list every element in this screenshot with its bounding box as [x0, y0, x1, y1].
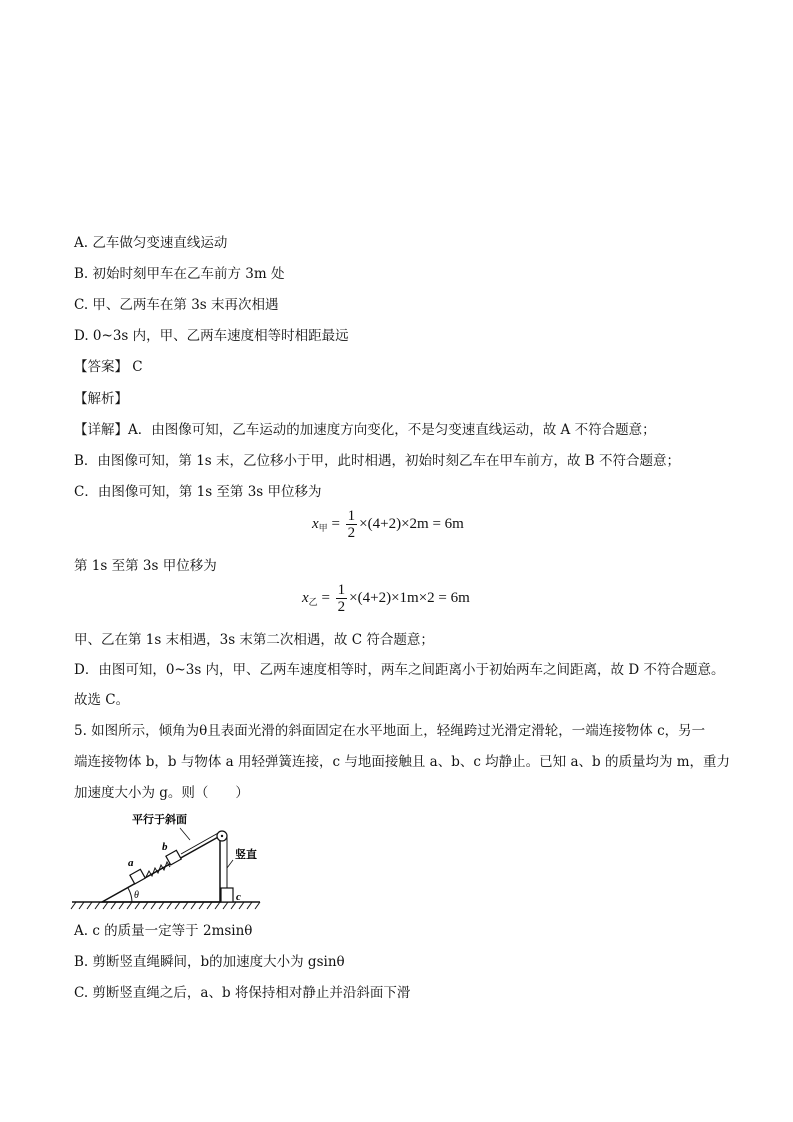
option-d: D. 0~3s 内，甲、乙两车速度相等时相距最远 [74, 328, 349, 344]
equation-1: $x_甲$ = $\frac{1}{2}$ ×(4+2)×2m = 6m [312, 508, 464, 541]
detail-bracket: 【详解】 [74, 422, 128, 438]
conclusion: 故选 C。 [74, 692, 130, 708]
eq1-var: x [312, 515, 319, 532]
eq2-den: 2 [337, 599, 346, 615]
q5-option-b: B. 剪断竖直绳瞬间，b的加速度大小为 gsinθ [74, 954, 345, 970]
detail-c: C．由图像可知，第 1s 至第 3s 甲位移为 [74, 484, 322, 500]
option-c: C. 甲、乙两车在第 3s 末再次相遇 [74, 297, 279, 313]
theta-label: θ [134, 890, 139, 901]
eq2-num: 1 [337, 582, 346, 598]
eq2-sub: 乙 [308, 596, 318, 607]
incline [102, 836, 220, 902]
answer-bracket: 【答案】 [74, 359, 128, 375]
block-a [130, 869, 145, 884]
q5-stem-3: 加速度大小为 g。则（ ） [74, 785, 249, 801]
eq1-sub: 甲 [318, 522, 328, 533]
incline-figure [70, 810, 270, 914]
equation-2: $x_乙$ = $\frac{1}{2}$ ×(4+2)×1m×2 = 6m [302, 582, 470, 615]
eq2-rest: ×(4+2)×1m×2 = 6m [349, 589, 470, 606]
analysis-heading: 【解析】 [74, 391, 128, 407]
block-c [221, 888, 233, 902]
q5-stem-2: 端连接物体 b，b 与物体 a 用轻弹簧连接，c 与地面接触且 a、b、c 均静止。已知 a、b 的质量均为 m，重力 [74, 754, 731, 770]
q5-option-c: C. 剪断竖直绳之后，a、b 将保持相对静止并沿斜面下滑 [74, 985, 411, 1001]
detail-c3: 甲、乙在第 1s 末相遇，3s 末第二次相遇，故 C 符合题意； [74, 632, 434, 648]
detail-a-text: A．由图像可知，乙车运动的加速度方向变化，不是匀变速直线运动，故 A 不符合题意； [128, 422, 656, 438]
label-vertical: 竖直 [235, 848, 257, 861]
detail-d: D．由图可知，0~3s 内，甲、乙两车速度相等时，两车之间距离小于初始两车之间距离，故 D 不符合题意。 [74, 662, 725, 678]
eq1-fraction [346, 508, 358, 541]
answer-value: C [132, 359, 143, 375]
option-a: A. 乙车做匀变速直线运动 [74, 235, 228, 251]
q5-stem-1: 5. 如图所示，倾角为θ且表面光滑的斜面固定在水平地面上，轻绳跨过光滑定滑轮，一端连接物体 c，另一 [74, 723, 706, 739]
detail-b: B．由图像可知，第 1s 末，乙位移小于甲，此时相遇，初始时刻乙车在甲车前方，故 B 不符合题意； [74, 453, 681, 469]
label-parallel: 平行于斜面 [132, 813, 187, 826]
rope-incline [181, 832, 220, 854]
detail-c2: 第 1s 至第 3s 甲位移为 [74, 558, 217, 574]
option-b: B. 初始时刻甲车在乙车前方 3m 处 [74, 266, 285, 282]
label-b: b [162, 841, 168, 853]
label-a: a [128, 857, 134, 869]
eq1-num: 1 [347, 508, 356, 524]
block-b [166, 850, 181, 865]
answer-line [74, 357, 143, 377]
eq2-var: x [302, 589, 309, 606]
q5-option-a: A. c 的质量一定等于 2msinθ [74, 923, 253, 939]
eq1-den: 2 [347, 525, 356, 541]
eq2-fraction [336, 582, 348, 615]
detail-a-line [74, 420, 656, 440]
eq1-rest: ×(4+2)×2m = 6m [359, 515, 464, 532]
label-c: c [236, 891, 241, 903]
